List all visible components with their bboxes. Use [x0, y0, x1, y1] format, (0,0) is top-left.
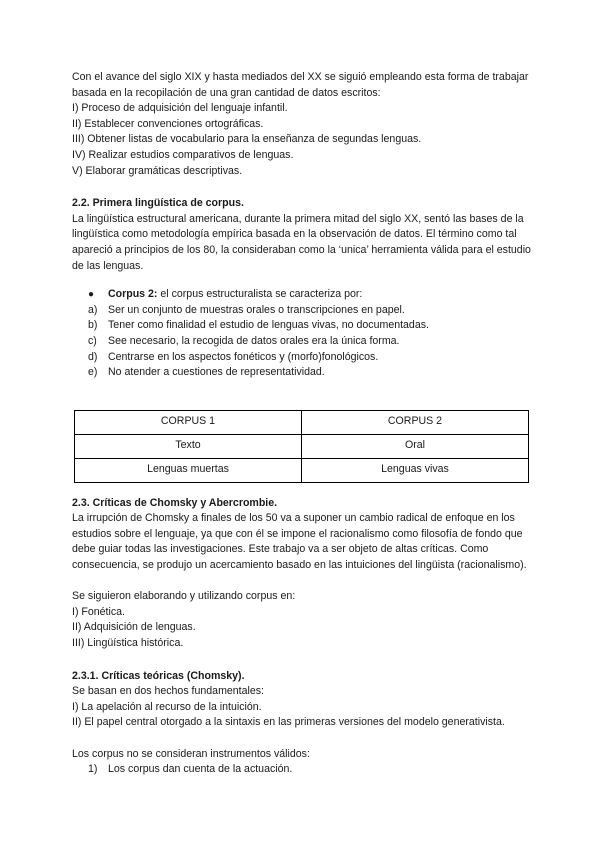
- table-cell: Texto: [75, 434, 302, 458]
- list-marker: a): [88, 303, 98, 316]
- numbered-item-text: Los corpus dan cuenta de la actuación.: [108, 763, 293, 776]
- section-heading-2-2: 2.2. Primera lingüística de corpus.: [72, 197, 244, 210]
- list-item-text: See necesario, la recogida de datos orales era la única forma.: [108, 334, 400, 347]
- section-2-3-1-item: II) El papel central otorgado a la sintaxis en las primeras versiones del modelo generativista.: [72, 716, 505, 729]
- bullet-text: el corpus estructuralista se caracteriza por:: [157, 288, 363, 301]
- list-item-text: Centrarse en los aspectos fonéticos y (morfo)fonológicos.: [108, 350, 379, 363]
- table-row: [75, 410, 529, 434]
- list-item-text: Ser un conjunto de muestras orales o transcripciones en papel.: [108, 303, 405, 316]
- list-marker: d): [88, 350, 98, 363]
- section-2-3-followup: Se siguieron elaborando y utilizando corpus en:: [72, 590, 296, 603]
- corpus-comparison-table: [74, 410, 529, 483]
- section-2-2-paragraph: La lingüística estructural americana, durante la primera mitad del siglo XX, sentó las bases de la lingüística como metodología empírica basada en la observación de datos. El término como tal apareció a principios de los 80, la consideraban como la ‘unica’ herramienta válida para el estudio de las lenguas.: [72, 212, 531, 272]
- numbered-item: [72, 762, 532, 778]
- list-marker: c): [88, 334, 97, 347]
- intro-item: I) Proceso de adquisición del lenguaje infantil.: [72, 102, 288, 115]
- list-item-text: Tener como finalidad el estudio de lenguas vivas, no documentadas.: [108, 319, 429, 332]
- intro-item: V) Elaborar gramáticas descriptivas.: [72, 164, 243, 177]
- section-2-3-paragraph: La irrupción de Chomsky a finales de los 50 va a suponer un cambio radical de enfoque en los estudios sobre el lenguaje, ya que con él se impone el racionalismo como filosofía de fondo que debe guiar todas las investigaciones. Este trabajo va a ser objeto de altas críticas. Como consecuencia, se produjo un acercamiento basado en las intuiciones del lingüista (racionalismo).: [72, 512, 527, 572]
- list-item-text: No atender a cuestiones de representatividad.: [108, 366, 325, 379]
- bullet-bold-label: Corpus 2:: [108, 288, 158, 301]
- list-item: [72, 334, 532, 350]
- table-cell: CORPUS 1: [75, 410, 302, 434]
- section-2-3-1-closing: Los corpus no se consideran instrumentos válidos:: [72, 747, 310, 760]
- list-marker: b): [88, 319, 98, 332]
- document-body: [72, 70, 532, 778]
- section-2-3-item: III) Lingüística histórica.: [72, 637, 184, 650]
- table-row: [75, 458, 529, 482]
- list-item: [72, 365, 532, 381]
- list-item: [72, 350, 532, 366]
- section-heading-2-3: 2.3. Críticas de Chomsky y Abercrombie.: [72, 496, 278, 509]
- list-marker: 1): [88, 763, 98, 776]
- section-heading-2-3-1: 2.3.1. Críticas teóricas (Chomsky).: [72, 669, 245, 682]
- section-2-3-1-intro: Se basan en dos hechos fundamentales:: [72, 685, 265, 698]
- intro-item: II) Establecer convenciones ortográficas.: [72, 117, 264, 130]
- section-2-3-item: II) Adquisición de lenguas.: [72, 621, 196, 634]
- table-cell: Lenguas vivas: [302, 458, 529, 482]
- table-cell: CORPUS 2: [302, 410, 529, 434]
- table-cell: Lenguas muertas: [75, 458, 302, 482]
- list-item: [72, 303, 532, 319]
- table-cell: Oral: [302, 434, 529, 458]
- table-row: [75, 434, 529, 458]
- corpus-2-bullet: [72, 287, 532, 303]
- bullet-icon: ●: [88, 289, 95, 301]
- list-item: [72, 318, 532, 334]
- section-2-3-1-item: I) La apelación al recurso de la intuición.: [72, 700, 262, 713]
- list-marker: e): [88, 366, 98, 379]
- intro-item: III) Obtener listas de vocabulario para la enseñanza de segundas lenguas.: [72, 133, 422, 146]
- intro-item: IV) Realizar estudios comparativos de lenguas.: [72, 148, 294, 161]
- intro-paragraph: Con el avance del siglo XIX y hasta mediados del XX se siguió empleando esta forma de trabajar basada en la recopilación de una gran cantidad de datos escritos:: [72, 71, 529, 99]
- section-2-3-item: I) Fonética.: [72, 605, 125, 618]
